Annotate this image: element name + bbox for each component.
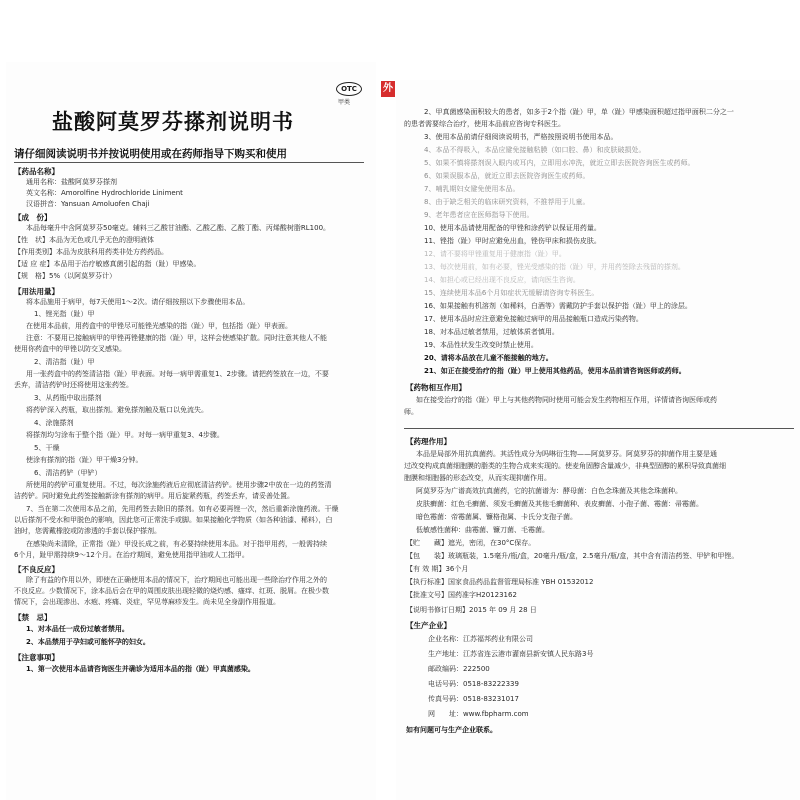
usage-line: 3、从药瓶中取出搽剂 [34, 394, 102, 402]
manufacturer-line: 生产地址：江苏省连云港市灌南县新安镇人民东路3号 [428, 650, 594, 658]
precaution-line: 16、如果接触有机溶剂（如稀料，白酒等）需戴防护手套以保护指（趾）甲上的涂层。 [424, 302, 692, 310]
usage-line: 2、清洁指（趾）甲 [34, 358, 95, 366]
manufacturer-line: 电话号码：0518-83222339 [428, 680, 519, 688]
pharmacology-line: 本品是局部外用抗真菌药。其活性成分为吗啉衍生物——阿莫罗芬。阿莫罗芬的抑菌作用主要是通 [416, 450, 717, 458]
composition-text: 本品每毫升中含阿莫罗芬50毫克。辅料三乙酸甘油酯、乙酸乙酯、乙酸丁酯、丙烯酸树脂RL100。 [26, 224, 331, 232]
specification-line: 【规 格】5%（以阿莫罗芬计） [14, 272, 117, 280]
section-drug-name: 【药品名称】 [14, 167, 59, 176]
precaution-line: 17、使用本品时应注意避免接触过病甲的用品接触瓶口造成污染药物。 [424, 315, 643, 323]
usage-line: 洁药铲。同时避免此药签接触新涂有搽剂的病甲。用后旋紧药瓶，药签丢弃，请妥善处置。 [14, 492, 294, 500]
section-usage: 【用法用量】 [14, 287, 59, 296]
precaution-line: 13、每次使用前，如有必要，锉光受感染的指（趾）甲，并用药签除去残留的搽剂。 [424, 263, 685, 271]
usage-line: 在使用本品前，用药盒中的甲锉尽可能锉光感染的指（趾）甲，包括指（趾）甲表面。 [26, 322, 292, 330]
pharmacology-line: 过改变构成真菌细胞膜的脂类的生物合成来实现的。使麦角固醇含量减少，非典型固醇的累积导致真菌细 [404, 462, 726, 470]
adverse-line: 不良反应。少数情况下，涂本品后会在甲的周围皮肤出现轻微的烧灼感、瘙痒、红斑、脱屑。在极少数 [14, 587, 329, 595]
precaution-line: 19、本品性状发生改变时禁止使用。 [424, 341, 538, 349]
generic-name: 通用名称：盐酸阿莫罗芬搽剂 [26, 178, 117, 186]
precaution-line: 12、请不要将甲锉重复用于健康指（趾）甲。 [424, 250, 566, 258]
usage-line: 注意：不要用已接触病甲的甲锉再锉健康的指（趾）甲，这样会使感染扩散。同时注意其他人不能 [26, 334, 327, 342]
precaution-line: 4、本品不得吸入，本品应避免接触粘膜（如口腔、鼻）和皮肤破损处。 [424, 146, 646, 154]
precaution-line: 11、锉指（趾）甲时应避免出血，锉伤甲床和损伤皮肤。 [424, 237, 601, 245]
title-divider [14, 162, 364, 163]
leaflet-subtitle: 请仔细阅读说明书并按说明使用或在药师指导下购买和使用 [14, 148, 287, 160]
section-pharmacology: 【药理作用】 [406, 437, 451, 446]
usage-line: 将药铲深入药瓶，取出搽剂。避免搽剂触及瓶口以免流失。 [26, 406, 208, 414]
adverse-line: 情况下，会出现渗出、水疱、疼痛、炎症，罕见荨麻疹发生。尚未见全身副作用报道。 [14, 598, 280, 606]
precaution-line: 的患者需要综合治疗，使用本品前应咨询专科医生。 [404, 120, 565, 128]
usage-line: 5、干燥 [34, 444, 60, 452]
section-manufacturer: 【生产企业】 [406, 621, 451, 630]
precaution-line: 6、如果误服本品，就近立即去医院咨询医生或药师。 [424, 172, 590, 180]
character-line: 【性 状】本品为无色或几乎无色的澄明液体 [14, 236, 154, 244]
contraindication-line: 2、本品禁用于孕妇或可能怀孕的妇女。 [26, 638, 150, 646]
leaflet-page-left [6, 62, 393, 800]
usage-line: 丢弃，清洁药铲时还将使用这张药签。 [14, 381, 133, 389]
footer-note: 如有问题可与生产企业联系。 [406, 726, 497, 734]
precaution-line: 20、请将本品放在儿童不能接触的地方。 [424, 354, 553, 362]
precaution-line: 5、如果不慎将搽剂误入眼内或耳内，立即用水冲洗，就近立即去医院咨询医生或药师。 [424, 159, 695, 167]
leaflet-page-right [396, 80, 800, 800]
leaflet-title: 盐酸阿莫罗芬搽剂说明书 [52, 110, 294, 134]
precaution-line: 14、如担心或已经出现不良反应，请向医生咨询。 [424, 276, 580, 284]
section-composition: 【成 份】 [14, 213, 52, 222]
manufacturer-line: 网 址：www.fbpharm.com [428, 710, 529, 718]
pharmacology-line: 低敏感性菌种：曲霉菌、镰刀菌、毛霉菌。 [416, 526, 549, 534]
precaution-line: 10、使用本品请使用配备的甲锉和涂药铲以保证用药量。 [424, 224, 601, 232]
usage-line: 7、当在第二次使用本品之前，先用药签去除旧的搽剂。如有必要再锉一次，然后重新涂施药液。干燥 [26, 505, 339, 513]
pharmacology-line: 暗色霉菌：帝霉菌属、镰格孢属、卡氏分支孢子菌。 [416, 513, 577, 521]
precaution-line: 21、如正在接受治疗的指（趾）甲上使用其他药品，使用本品前请咨询医师或药师。 [424, 367, 686, 375]
validity-line: 【有 效 期】36个月 [406, 565, 469, 573]
manufacturer-line: 邮政编码：222500 [428, 665, 490, 673]
approval-number-line: 【批准文号】国药准字H20123162 [406, 591, 517, 599]
usage-line: 所使用的药铲可重复使用。不过，每次涂施药液后应彻底清洁药铲。使用步骤2中放在一边的药签清 [26, 481, 332, 489]
usage-line: 1、锉光指（趾）甲 [34, 310, 95, 318]
pinyin-name: 汉语拼音：Yansuan Amoluofen Chaji [26, 200, 150, 208]
pharmacology-line: 皮肤癣菌：红色毛癣菌、须发毛癣菌及其他毛癣菌种、表皮癣菌、小孢子菌、霉菌：帚霉菌。 [416, 500, 703, 508]
usage-line: 6、清洁药铲（甲铲） [34, 469, 102, 477]
otc-badge: OTC [336, 82, 362, 96]
manufacturer-line: 传真号码：0518-83231017 [428, 695, 519, 703]
usage-line: 使用你药盒中的甲锉以防交叉感染。 [14, 345, 126, 353]
usage-line: 使涂有搽剂的指（趾）甲干燥3分钟。 [26, 456, 143, 464]
interaction-line: 如在接受治疗的指（趾）甲上与其他药物同时使用可能会发生药物相互作用，详情请咨询医师或药 [416, 396, 717, 404]
section-divider [404, 428, 794, 429]
storage-line: 【贮 藏】遮光，密闭，在30°C保存。 [406, 539, 536, 547]
precaution-line: 18、对本品过敏者禁用，过敏体质者慎用。 [424, 328, 559, 336]
precaution-line: 3、使用本品前请仔细阅读说明书，严格按照说明书使用本品。 [424, 133, 618, 141]
usage-line: 以后搽剂不受水和甲脱色的影响，因此您可正常洗手或脚。如果接触化学物质（如各种油漆、稀料），白 [14, 516, 333, 524]
precaution-line: 7、哺乳期妇女避免使用本品。 [424, 185, 520, 193]
section-contraindications: 【禁 忌】 [14, 613, 52, 622]
external-use-tab: 外 [381, 81, 395, 97]
adverse-line: 除了有益的作用以外，即使在正确使用本品的情况下，治疗期间也可能出现一些除治疗作用之外的 [26, 576, 327, 584]
usage-line: 用一张药盒中的药签清洁指（趾）甲表面。对每一病甲需重复1、2步骤。请把药签放在一边，不要 [26, 370, 329, 378]
usage-line: 4、涂施搽剂 [34, 419, 74, 427]
section-drug-interactions: 【药物相互作用】 [406, 383, 466, 392]
pharmacology-line: 阿莫罗芬为广谱高效抗真菌药，它的抗菌谱为：酵母菌：白色念珠菌及其他念珠菌种。 [416, 487, 682, 495]
standard-line: 【执行标准】国家食品药品监督管理局标准 YBH 01532012 [406, 578, 594, 586]
usage-line: 将本品施用于病甲，每7天使用1～2次。请仔细按照以下步骤使用本品。 [26, 298, 250, 306]
indication-line: 【适 应 症】本品用于治疗敏感真菌引起的指（趾）甲感染。 [14, 260, 201, 268]
usage-line: 油时，您需戴橡胶或防渗透的手套以保护搽剂。 [14, 527, 161, 535]
section-adverse-reactions: 【不良反应】 [14, 565, 59, 574]
manufacturer-line: 企业名称：江苏福邦药业有限公司 [428, 635, 533, 643]
precaution-line: 2、甲真菌感染面积较大的患者，如多于2个指（趾）甲，单（趾）甲感染面积超过指甲面积二分之一 [424, 108, 734, 116]
precaution-line: 1、第一次使用本品请咨询医生并确诊为适用本品的指（趾）甲真菌感染。 [26, 665, 255, 673]
english-name: 英文名称：Amorolfine Hydrochloride Liniment [26, 189, 183, 197]
precaution-line: 15、连续使用本品6个月如症状无缓解请咨询专科医生。 [424, 289, 599, 297]
precaution-line: 9、老年患者应在医师指导下使用。 [424, 211, 534, 219]
section-precautions: 【注意事项】 [14, 653, 59, 662]
usage-line: 在感染尚未清除，正常指（趾）甲没长成之前，有必要持续使用本品。对于指甲用药，一般需持续 [26, 540, 327, 548]
pharmacology-line: 胞膜和细胞器的形态改变，从而实现抑菌作用。 [404, 474, 551, 482]
contraindication-line: 1、对本品任一成份过敏者禁用。 [26, 625, 129, 633]
otc-category: 甲类 [338, 99, 351, 106]
interaction-line: 师。 [404, 408, 418, 416]
precaution-line: 8、由于缺乏相关的临床研究资料，不推荐用于儿童。 [424, 198, 590, 206]
revision-date-line: 【说明书修订日期】2015 年 09 月 28 日 [406, 606, 537, 614]
package-line: 【包 装】玻璃瓶装，1.5毫升/瓶/盒，20毫升/瓶/盒，2.5毫升/瓶/盒，其中含有清洁药签、甲铲和甲锉。 [406, 552, 739, 560]
usage-line: 6个月，趾甲需持续9～12个月。在治疗期间，避免使用指甲油或人工指甲。 [14, 551, 249, 559]
usage-line: 将搽剂均匀涂布于整个指（趾）甲。对每一病甲重复3、4步骤。 [26, 431, 224, 439]
action-category-line: 【作用类别】本品为皮肤科用药类非处方药药品。 [14, 248, 168, 256]
